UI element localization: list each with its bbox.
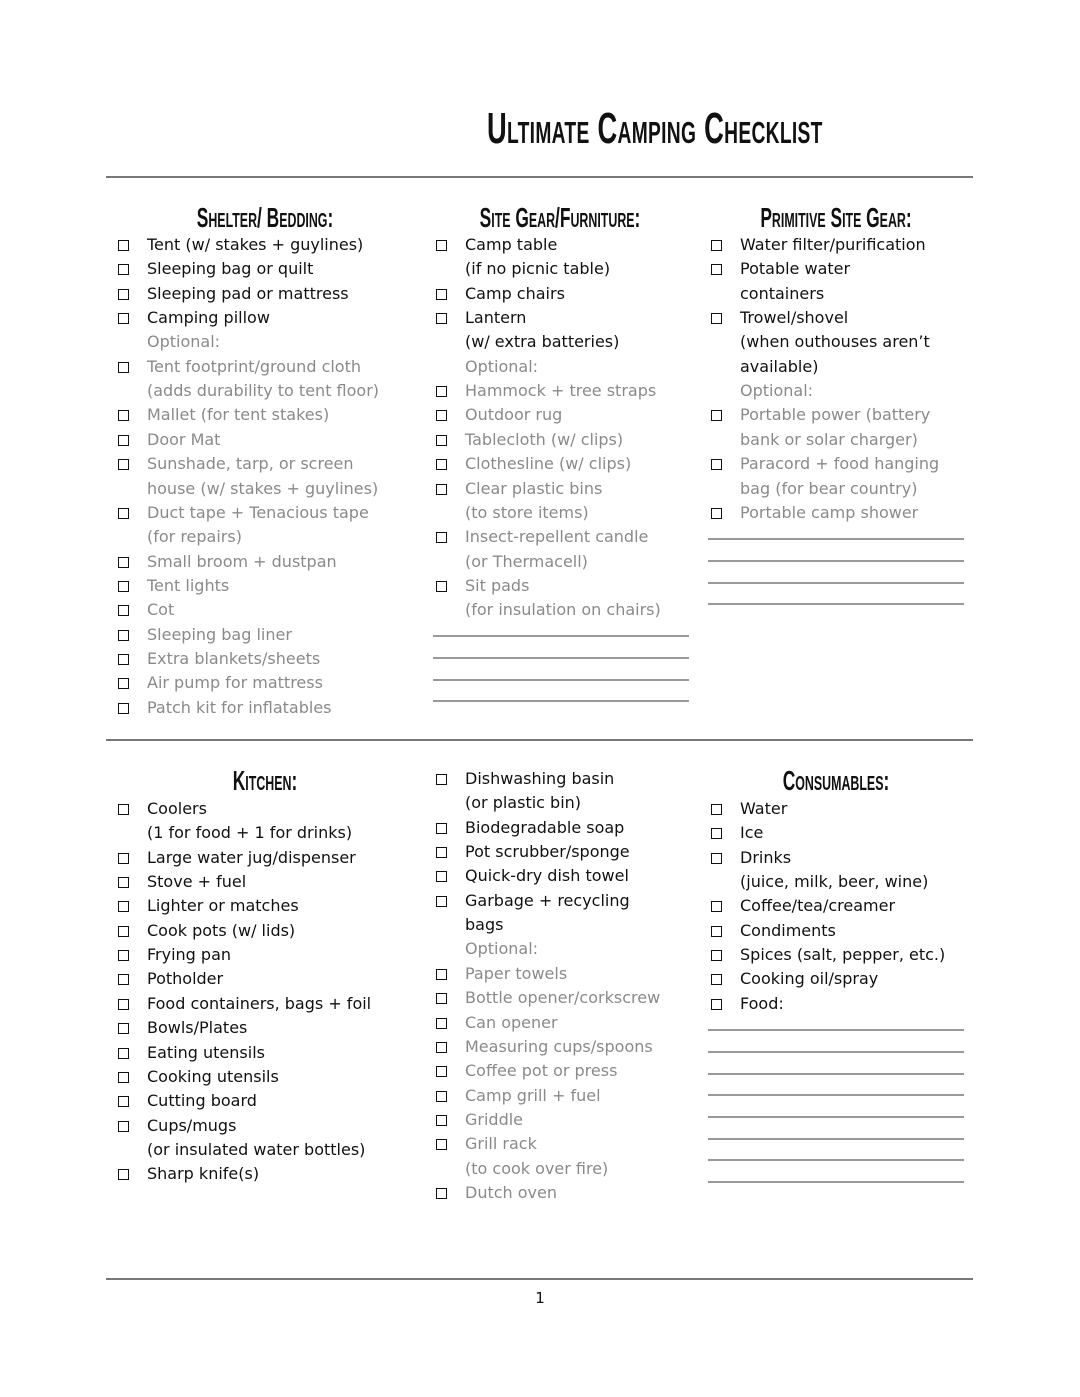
checklist-item: Clear plastic bins — [465, 478, 603, 498]
checkbox[interactable] — [118, 1048, 129, 1059]
write-in-line[interactable] — [708, 603, 964, 605]
checklist-item: Sharp knife(s) — [147, 1164, 260, 1184]
checklist-item: Extra blankets/sheets — [147, 648, 321, 668]
checklist-note: Optional: — [465, 939, 539, 959]
checkbox[interactable] — [118, 264, 129, 275]
checkbox[interactable] — [118, 1096, 129, 1107]
checkbox[interactable] — [118, 804, 129, 815]
checkbox[interactable] — [118, 1072, 129, 1083]
checklist-item: Water — [740, 799, 788, 818]
checklist-item: Sleeping bag liner — [147, 624, 292, 644]
checklist-item: Tablecloth (w/ clips) — [465, 429, 624, 449]
checklist-item: Lighter or matches — [147, 896, 299, 916]
checkbox[interactable] — [711, 804, 722, 815]
checklist-note: Optional: — [465, 356, 539, 376]
checkbox[interactable] — [436, 1018, 447, 1029]
checkbox[interactable] — [711, 264, 722, 275]
checklist-item: Frying pan — [147, 945, 232, 965]
write-in-line[interactable] — [708, 1116, 964, 1118]
checkbox[interactable] — [436, 289, 447, 300]
divider — [106, 739, 973, 741]
write-in-line[interactable] — [708, 1138, 964, 1140]
checkbox[interactable] — [118, 950, 129, 961]
checklist-item: Clothesline (w/ clips) — [465, 454, 632, 474]
write-in-line[interactable] — [708, 1051, 964, 1053]
write-in-line[interactable] — [708, 560, 964, 562]
checkbox[interactable] — [436, 1188, 447, 1199]
checkbox[interactable] — [118, 1121, 129, 1132]
section-heading: Site Gear/Furniture: — [479, 202, 641, 233]
checklist-note: containers — [740, 283, 825, 303]
checklist-item: Portable power (battery — [740, 405, 931, 425]
page-title: Ultimate Camping Checklist — [487, 104, 823, 153]
write-in-line[interactable] — [433, 657, 689, 659]
checklist-note: bank or solar charger) — [740, 429, 918, 449]
checklist-item: Can opener — [465, 1012, 558, 1032]
checklist-item: Cups/mugs — [147, 1115, 237, 1135]
checkbox[interactable] — [711, 901, 722, 912]
checkbox[interactable] — [436, 532, 447, 543]
checkbox[interactable] — [436, 1115, 447, 1126]
checklist-item: Sleeping bag or quilt — [147, 259, 314, 279]
checkbox[interactable] — [118, 1023, 129, 1034]
checklist-note: (to cook over fire) — [465, 1158, 609, 1178]
checklist-item: Portable camp shower — [740, 502, 919, 522]
checkbox[interactable] — [711, 508, 722, 519]
checklist-item: Tent footprint/ground cloth — [147, 356, 362, 376]
checklist-item: Food containers, bags + foil — [147, 993, 372, 1013]
checklist-note: (or insulated water bottles) — [147, 1139, 366, 1159]
checklist-item: Coffee/tea/creamer — [740, 896, 896, 916]
checklist-note: available) — [740, 356, 819, 376]
checklist-note: (when outhouses aren’t — [740, 332, 930, 352]
checkbox[interactable] — [118, 853, 129, 864]
write-in-line[interactable] — [708, 1073, 964, 1075]
checklist-item: Cot — [147, 600, 175, 620]
checkbox[interactable] — [436, 240, 447, 251]
checklist-item: Cooking oil/spray — [740, 969, 879, 989]
checklist-item: Quick-dry dish towel — [465, 866, 629, 886]
checklist-note: (juice, milk, beer, wine) — [740, 872, 929, 892]
divider — [106, 1278, 973, 1280]
checklist-note: (1 for food + 1 for drinks) — [147, 823, 353, 843]
checklist-item: Pot scrubber/sponge — [465, 842, 630, 862]
checkbox[interactable] — [436, 1066, 447, 1077]
checklist-note: (or Thermacell) — [465, 551, 588, 571]
checklist-note: house (w/ stakes + guylines) — [147, 478, 379, 498]
section-heading: Kitchen: — [232, 765, 298, 796]
checkbox[interactable] — [711, 999, 722, 1010]
checklist-item: Measuring cups/spoons — [465, 1036, 653, 1056]
page-number: 1 — [535, 1289, 545, 1307]
checkbox[interactable] — [118, 974, 129, 985]
checklist-item: Drinks — [740, 847, 792, 867]
checkbox[interactable] — [436, 484, 447, 495]
checklist-note: Optional: — [740, 381, 814, 401]
write-in-line[interactable] — [708, 1094, 964, 1096]
checklist-item: Insect-repellent candle — [465, 527, 649, 547]
checklist-item: Large water jug/dispenser — [147, 847, 356, 867]
checklist-item: Camp chairs — [465, 283, 565, 303]
checklist-item: Eating utensils — [147, 1042, 265, 1062]
checklist-note: bag (for bear country) — [740, 478, 918, 498]
checkbox[interactable] — [711, 950, 722, 961]
write-in-line[interactable] — [708, 582, 964, 584]
checklist-item: Cook pots (w/ lids) — [147, 920, 296, 940]
checkbox[interactable] — [436, 313, 447, 324]
checklist-item: Cooking utensils — [147, 1066, 279, 1086]
checkbox[interactable] — [118, 926, 129, 937]
checklist-item: Lantern — [465, 308, 527, 328]
section-heading: Shelter/ Bedding: — [196, 202, 334, 233]
write-in-line[interactable] — [708, 538, 964, 540]
checklist-item: Dishwashing basin — [465, 769, 615, 788]
write-in-line[interactable] — [708, 1181, 964, 1183]
checkbox[interactable] — [436, 774, 447, 785]
checklist-item: Tent (w/ stakes + guylines) — [147, 235, 364, 254]
checklist-item: Camp table — [465, 235, 558, 254]
checklist-note: (w/ extra batteries) — [465, 332, 620, 352]
checkbox[interactable] — [436, 1042, 447, 1053]
checkbox[interactable] — [436, 896, 447, 907]
checkbox[interactable] — [436, 1139, 447, 1150]
checkbox[interactable] — [118, 630, 129, 641]
write-in-line[interactable] — [433, 679, 689, 681]
checklist-item: Bowls/Plates — [147, 1018, 248, 1038]
checklist-item: Duct tape + Tenacious tape — [147, 502, 369, 522]
checklist-item: Camping pillow — [147, 308, 270, 328]
checklist-item: Ice — [740, 823, 764, 843]
checklist-item: Garbage + recycling — [465, 890, 630, 910]
checkbox[interactable] — [118, 901, 129, 912]
checklist-note: (for repairs) — [147, 527, 242, 547]
checkbox[interactable] — [118, 581, 129, 592]
checkbox[interactable] — [118, 289, 129, 300]
section-heading: Primitive Site Gear: — [760, 202, 912, 233]
checklist-item: Water filter/purification — [740, 235, 926, 254]
checklist-item: Coolers — [147, 799, 207, 818]
checkbox[interactable] — [118, 654, 129, 665]
checkbox[interactable] — [118, 678, 129, 689]
checkbox[interactable] — [436, 459, 447, 470]
checklist-item: Sit pads — [465, 575, 530, 595]
checkbox[interactable] — [118, 605, 129, 616]
checklist-item: Dutch oven — [465, 1182, 557, 1202]
checkbox[interactable] — [436, 435, 447, 446]
checkbox[interactable] — [118, 1169, 129, 1180]
checkbox[interactable] — [436, 823, 447, 834]
write-in-line[interactable] — [708, 1159, 964, 1161]
checkbox[interactable] — [118, 557, 129, 568]
checkbox[interactable] — [711, 459, 722, 470]
write-in-line[interactable] — [708, 1029, 964, 1031]
checklist-item: Grill rack — [465, 1134, 537, 1154]
checklist-item: Stove + fuel — [147, 872, 247, 892]
checkbox[interactable] — [118, 508, 129, 519]
checklist-item: Sunshade, tarp, or screen — [147, 454, 354, 474]
checkbox[interactable] — [436, 410, 447, 421]
checkbox[interactable] — [436, 847, 447, 858]
checkbox[interactable] — [436, 386, 447, 397]
checklist-note: (if no picnic table) — [465, 259, 611, 279]
checkbox[interactable] — [711, 853, 722, 864]
checklist-item: Biodegradable soap — [465, 817, 625, 837]
checklist-item: Food: — [740, 993, 784, 1013]
checklist-note: bags — [465, 915, 504, 935]
checklist-item: Outdoor rug — [465, 405, 563, 425]
checkbox[interactable] — [118, 410, 129, 421]
checkbox[interactable] — [711, 313, 722, 324]
checklist-item: Paper towels — [465, 963, 568, 983]
checklist-note: Optional: — [147, 332, 221, 352]
checkbox[interactable] — [711, 828, 722, 839]
checklist-item: Camp grill + fuel — [465, 1085, 601, 1105]
checklist-item: Mallet (for tent stakes) — [147, 405, 330, 425]
checkbox[interactable] — [118, 999, 129, 1010]
checklist-note: (to store items) — [465, 502, 589, 522]
write-in-line[interactable] — [433, 700, 689, 702]
checklist-item: Door Mat — [147, 429, 221, 449]
checklist-item: Air pump for mattress — [147, 673, 323, 693]
checklist-item: Patch kit for inflatables — [147, 697, 332, 717]
checkbox[interactable] — [436, 581, 447, 592]
checklist-item: Hammock + tree straps — [465, 381, 657, 401]
checkbox[interactable] — [436, 871, 447, 882]
divider — [106, 176, 973, 178]
write-in-line[interactable] — [433, 635, 689, 637]
checkbox[interactable] — [436, 1091, 447, 1102]
checkbox[interactable] — [118, 240, 129, 251]
checklist-note: (adds durability to tent floor) — [147, 381, 380, 401]
section-heading: Consumables: — [782, 765, 890, 796]
checkbox[interactable] — [118, 459, 129, 470]
checkbox[interactable] — [118, 703, 129, 714]
checklist-note: (or plastic bin) — [465, 793, 582, 813]
checklist-item: Potholder — [147, 969, 224, 989]
checkbox[interactable] — [711, 974, 722, 985]
checkbox[interactable] — [118, 435, 129, 446]
checkbox[interactable] — [711, 240, 722, 251]
checklist-item: Paracord + food hanging — [740, 454, 940, 474]
checklist-item: Potable water — [740, 259, 851, 279]
checkbox[interactable] — [118, 877, 129, 888]
checklist-item: Spices (salt, pepper, etc.) — [740, 945, 946, 965]
checklist-note: (for insulation on chairs) — [465, 600, 661, 620]
checklist-item: Condiments — [740, 920, 836, 940]
checkbox[interactable] — [711, 926, 722, 937]
checkbox[interactable] — [436, 993, 447, 1004]
checklist-item: Griddle — [465, 1109, 524, 1129]
checklist-item: Small broom + dustpan — [147, 551, 337, 571]
checkbox[interactable] — [711, 410, 722, 421]
checklist-item: Coffee pot or press — [465, 1061, 618, 1081]
checkbox[interactable] — [118, 313, 129, 324]
checkbox[interactable] — [436, 969, 447, 980]
checkbox[interactable] — [118, 362, 129, 373]
checklist-item: Tent lights — [147, 575, 230, 595]
checklist-item: Sleeping pad or mattress — [147, 283, 349, 303]
checklist-item: Bottle opener/corkscrew — [465, 988, 661, 1008]
checklist-item: Trowel/shovel — [740, 308, 849, 328]
checklist-item: Cutting board — [147, 1091, 257, 1111]
